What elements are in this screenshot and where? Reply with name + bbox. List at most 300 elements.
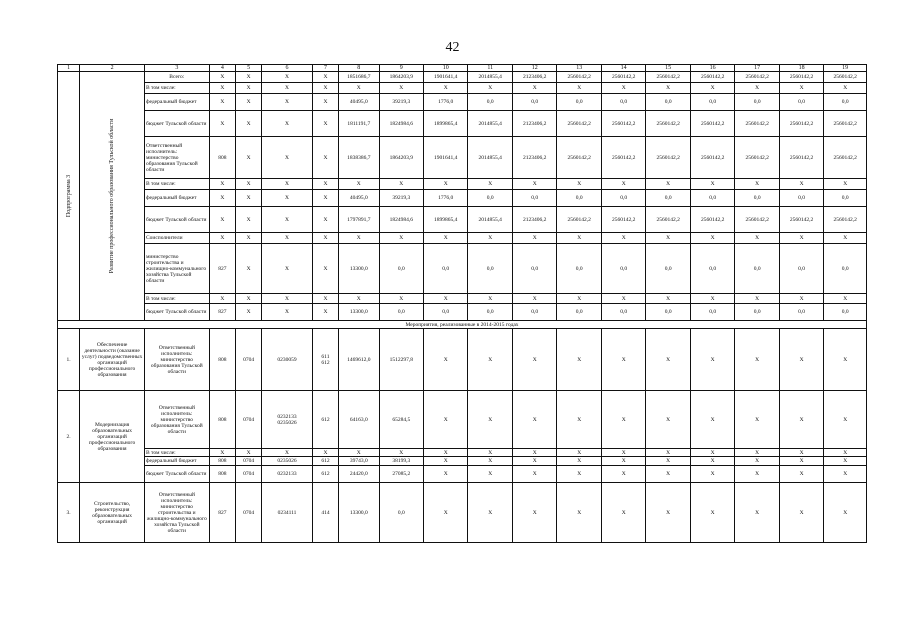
value-cell: X [424,294,468,304]
column-number: 18 [779,65,823,72]
value-cell: 2560142,2 [646,72,690,83]
value-cell: X [379,83,423,94]
value-cell: 0704 [235,391,261,449]
column-number: 13 [557,65,601,72]
column-number: 16 [690,65,734,72]
value-cell: 414 [312,483,338,543]
value-cell: 40495,0 [339,94,379,111]
value-cell: X [690,294,734,304]
value-cell: 0,0 [735,244,779,294]
value-cell: X [824,329,867,391]
value-cell: X [735,483,779,543]
value-cell: 1901641,4 [424,72,468,83]
value-cell: 1824984,6 [379,207,423,233]
value-cell: X [424,483,468,543]
value-cell: X [312,179,338,190]
value-cell: 0,0 [779,190,823,207]
value-cell: 2560142,2 [646,137,690,179]
value-cell: X [512,329,556,391]
value-cell: X [779,466,823,483]
table-row [58,137,867,179]
column-number: 5 [235,65,261,72]
value-cell: 0,0 [779,244,823,294]
value-cell: X [735,391,779,449]
value-cell: X [468,294,512,304]
value-cell: X [379,294,423,304]
value-cell: X [209,207,235,233]
value-cell: X [557,179,601,190]
value-cell: 2014855,4 [468,72,512,83]
value-cell: 0,0 [557,304,601,321]
value-cell: X [312,83,338,94]
value-cell: X [512,391,556,449]
value-cell: 40495,0 [339,190,379,207]
row-label: бюджет Тульской области [144,111,209,137]
table-row [58,329,867,391]
value-cell: X [646,179,690,190]
value-cell: X [557,466,601,483]
column-number: 4 [209,65,235,72]
table-row [58,207,867,233]
value-cell: X [824,391,867,449]
value-cell: 0704 [235,457,261,466]
value-cell: X [512,294,556,304]
value-cell: 0,0 [690,244,734,294]
value-cell: X [824,457,867,466]
value-cell: X [690,449,734,457]
table-row [58,483,867,543]
value-cell: X [312,72,338,83]
value-cell: X [235,94,261,111]
column-number: 3 [144,65,209,72]
value-cell: 1776,0 [424,94,468,111]
value-cell: X [512,466,556,483]
value-cell: X [646,329,690,391]
value-cell: X [735,83,779,94]
value-cell: X [779,294,823,304]
table-row [58,233,867,244]
value-cell: 808 [209,466,235,483]
value-cell: X [735,294,779,304]
value-cell: 2123406,2 [512,111,556,137]
value-cell: X [557,483,601,543]
value-cell: 0230059 [262,329,313,391]
value-cell: X [235,137,261,179]
value-cell: X [646,83,690,94]
table-row [58,304,867,321]
value-cell: 13300,0 [339,244,379,294]
value-cell: X [235,304,261,321]
value-cell: 0,0 [735,94,779,111]
value-cell: 2014855,4 [468,207,512,233]
value-cell: X [424,391,468,449]
value-cell: 2560142,2 [779,72,823,83]
value-cell: X [468,457,512,466]
value-cell: X [424,329,468,391]
table-row [58,244,867,294]
measure-name: Обеспечение деятельности (оказание услуг) подведомственных организаций профессионального образования [80,329,145,391]
row-label: бюджет Тульской области [144,466,209,483]
value-cell: X [312,190,338,207]
measure-number: 3. [58,483,80,543]
row-label: В том числе: [144,179,209,190]
value-cell: X [690,391,734,449]
value-cell: 827 [209,304,235,321]
value-cell: X [339,449,379,457]
value-cell: 1838386,7 [339,137,379,179]
value-cell: X [209,83,235,94]
measure-name: Модернизация образовательных организаций профессионального образования [80,391,145,483]
value-cell: X [779,83,823,94]
value-cell: X [690,466,734,483]
row-label: Ответственный исполнитель: министерство образования Тульской области [144,137,209,179]
row-label: федеральный бюджет [144,94,209,111]
value-cell: 24420,0 [339,466,379,483]
value-cell: 39743,0 [339,457,379,466]
value-cell: 1776,0 [424,190,468,207]
subprogram-label [58,72,80,321]
value-cell: 827 [209,483,235,543]
value-cell: 2560142,2 [690,111,734,137]
value-cell: 808 [209,329,235,391]
table-row [58,294,867,304]
row-label: Ответственный исполнитель: министерство образования Тульской области [144,391,209,449]
value-cell: 0,0 [512,190,556,207]
value-cell: 2560142,2 [824,72,867,83]
value-cell: X [557,294,601,304]
column-number: 12 [512,65,556,72]
value-cell: X [424,83,468,94]
value-cell: X [262,304,313,321]
value-cell: 39219,3 [379,94,423,111]
value-cell: X [824,83,867,94]
value-cell: X [312,207,338,233]
value-cell: 0,0 [601,190,645,207]
value-cell: 0,0 [779,94,823,111]
value-cell: 0,0 [468,190,512,207]
value-cell: 2014855,4 [468,137,512,179]
table-row [58,391,867,449]
value-cell: X [262,449,313,457]
value-cell: 611 612 [312,329,338,391]
value-cell: X [512,83,556,94]
column-number: 9 [379,65,423,72]
value-cell: X [262,94,313,111]
value-cell: 1512297,8 [379,329,423,391]
value-cell: X [690,179,734,190]
value-cell: X [735,449,779,457]
value-cell: X [235,233,261,244]
value-cell: X [424,457,468,466]
value-cell: X [235,190,261,207]
subprogram-title [80,72,145,321]
value-cell: X [779,483,823,543]
value-cell: 2560142,2 [601,137,645,179]
value-cell: X [468,483,512,543]
value-cell: X [824,466,867,483]
value-cell: X [646,294,690,304]
value-cell: X [262,111,313,137]
value-cell: 2560142,2 [601,111,645,137]
value-cell: 1797891,7 [339,207,379,233]
value-cell: 2560142,2 [735,72,779,83]
value-cell: X [312,233,338,244]
value-cell: X [601,466,645,483]
value-cell: 2560142,2 [824,207,867,233]
row-label: Всего: [144,72,209,83]
value-cell: 2123406,2 [512,72,556,83]
value-cell: X [779,233,823,244]
value-cell: 2123406,2 [512,137,556,179]
value-cell: X [690,233,734,244]
value-cell: 0,0 [646,304,690,321]
value-cell: 2560142,2 [690,137,734,179]
value-cell: X [312,111,338,137]
measure-number: 2. [58,391,80,483]
value-cell: X [646,457,690,466]
value-cell: X [646,391,690,449]
value-cell: X [235,294,261,304]
value-cell: 1899865,4 [424,111,468,137]
value-cell: 0,0 [824,94,867,111]
value-cell: X [824,449,867,457]
value-cell: 0,0 [468,304,512,321]
value-cell: X [601,233,645,244]
value-cell: X [262,244,313,294]
page-number: 42 [445,40,460,55]
value-cell: X [424,233,468,244]
value-cell: 2560142,2 [735,111,779,137]
subprogram-label-text: Подпрограмма 3 [65,174,72,218]
value-cell: 1469612,0 [339,329,379,391]
value-cell: 0,0 [557,244,601,294]
value-cell: X [235,179,261,190]
value-cell: X [379,233,423,244]
value-cell: X [312,244,338,294]
value-cell: 0,0 [468,94,512,111]
value-cell: X [512,233,556,244]
column-number: 19 [824,65,867,72]
value-cell: 2560142,2 [557,72,601,83]
value-cell: 2014855,4 [468,111,512,137]
column-number: 17 [735,65,779,72]
value-cell: 612 [312,466,338,483]
table-row [58,449,867,457]
value-cell: X [779,391,823,449]
value-cell: X [262,137,313,179]
value-cell: 1851686,7 [339,72,379,83]
row-label: федеральный бюджет [144,190,209,207]
value-cell: X [339,179,379,190]
value-cell: X [646,466,690,483]
value-cell: 1864203,9 [379,72,423,83]
value-cell: X [209,111,235,137]
value-cell: X [468,83,512,94]
value-cell: 0,0 [824,304,867,321]
value-cell: X [235,207,261,233]
value-cell: X [468,449,512,457]
value-cell: X [557,233,601,244]
value-cell: 2560142,2 [735,137,779,179]
value-cell: 13300,0 [339,483,379,543]
value-cell: X [824,294,867,304]
value-cell: 827 [209,244,235,294]
value-cell: 0,0 [779,304,823,321]
value-cell: X [779,449,823,457]
row-label: В том числе: [144,294,209,304]
value-cell: X [735,329,779,391]
value-cell: 0,0 [379,304,423,321]
value-cell: X [646,483,690,543]
value-cell: X [209,179,235,190]
row-label: Ответственный исполнитель: министерство образования Тульской области [144,329,209,391]
value-cell: 808 [209,391,235,449]
section-row [58,321,867,329]
value-cell: X [646,449,690,457]
value-cell: X [824,233,867,244]
value-cell: 0,0 [690,190,734,207]
value-cell: X [209,233,235,244]
subprogram-title-text: Развитие профессионального образования Тульской области [109,118,116,274]
value-cell: 2560142,2 [779,111,823,137]
column-number: 7 [312,65,338,72]
value-cell: 0,0 [601,94,645,111]
column-number: 6 [262,65,313,72]
value-cell: X [690,83,734,94]
value-cell: X [312,137,338,179]
value-cell: 0704 [235,483,261,543]
value-cell: X [779,457,823,466]
row-label: бюджет Тульской области [144,304,209,321]
value-cell: X [312,304,338,321]
column-number: 10 [424,65,468,72]
value-cell: 0,0 [512,304,556,321]
value-cell: 0704 [235,466,261,483]
value-cell: X [235,111,261,137]
value-cell: 0,0 [601,304,645,321]
value-cell: 2123406,2 [512,207,556,233]
value-cell: 2560142,2 [690,72,734,83]
value-cell: 13300,0 [339,304,379,321]
value-cell: 0,0 [646,244,690,294]
value-cell: X [735,466,779,483]
value-cell: 39219,3 [379,190,423,207]
value-cell: 2560142,2 [557,207,601,233]
value-cell: X [468,233,512,244]
value-cell: X [209,72,235,83]
value-cell: 0,0 [824,190,867,207]
value-cell: 2560142,2 [557,137,601,179]
value-cell: X [824,483,867,543]
table-row [58,83,867,94]
value-cell: 2560142,2 [735,207,779,233]
value-cell: X [557,449,601,457]
value-cell: X [512,449,556,457]
value-cell: X [601,391,645,449]
row-label: В том числе: [144,83,209,94]
value-cell: X [209,190,235,207]
section-title: Мероприятия, реализованные в 2014-2015 годах [58,321,867,329]
value-cell: X [312,449,338,457]
row-label: Соисполнители [144,233,209,244]
row-label: бюджет Тульской области [144,207,209,233]
value-cell: X [824,179,867,190]
value-cell: 0,0 [512,244,556,294]
value-cell: X [646,233,690,244]
column-number: 14 [601,65,645,72]
value-cell: X [690,329,734,391]
value-cell: 2560142,2 [601,72,645,83]
value-cell: X [424,449,468,457]
table-row [58,179,867,190]
table-row [58,111,867,137]
table-row [58,457,867,466]
value-cell: 64163,0 [339,391,379,449]
value-cell: 2560142,2 [779,137,823,179]
value-cell: X [779,179,823,190]
value-cell: 0,0 [379,244,423,294]
value-cell: X [262,233,313,244]
row-label: В том числе: [144,449,209,457]
value-cell: 0,0 [646,94,690,111]
value-cell: X [779,329,823,391]
row-label: министерство строительства и жилищно-коммунального хозяйства Тульской области [144,244,209,294]
table-row [58,72,867,83]
value-cell: X [339,233,379,244]
value-cell: X [735,233,779,244]
value-cell: 2560142,2 [601,207,645,233]
value-cell: X [512,179,556,190]
value-cell: 0,0 [557,94,601,111]
value-cell: 0,0 [646,190,690,207]
value-cell: X [468,329,512,391]
value-cell: X [512,483,556,543]
value-cell: X [601,179,645,190]
value-cell: X [601,457,645,466]
row-label: Ответственный исполнитель: министерство строительства и жилищно-коммунального хозяйства Тульской области [144,483,209,543]
value-cell: 0,0 [468,244,512,294]
value-cell: X [601,329,645,391]
value-cell: X [424,179,468,190]
column-number-row [58,65,867,72]
value-cell: 0232133 0235026 [262,391,313,449]
value-cell: 0,0 [735,304,779,321]
value-cell: 0232133 [262,466,313,483]
value-cell: 0,0 [379,483,423,543]
value-cell: X [424,466,468,483]
value-cell: 1811191,7 [339,111,379,137]
value-cell: 27085,2 [379,466,423,483]
column-number: 11 [468,65,512,72]
value-cell: X [512,457,556,466]
value-cell: X [690,457,734,466]
value-cell: X [209,94,235,111]
value-cell: 0704 [235,329,261,391]
value-cell: X [735,179,779,190]
value-cell: X [379,179,423,190]
value-cell: 0,0 [824,244,867,294]
value-cell: X [690,483,734,543]
value-cell: X [601,449,645,457]
value-cell: X [601,294,645,304]
value-cell: X [262,190,313,207]
value-cell: X [312,294,338,304]
value-cell: X [209,294,235,304]
value-cell: X [339,294,379,304]
value-cell: X [312,94,338,111]
value-cell: X [262,83,313,94]
value-cell: 2560142,2 [824,137,867,179]
